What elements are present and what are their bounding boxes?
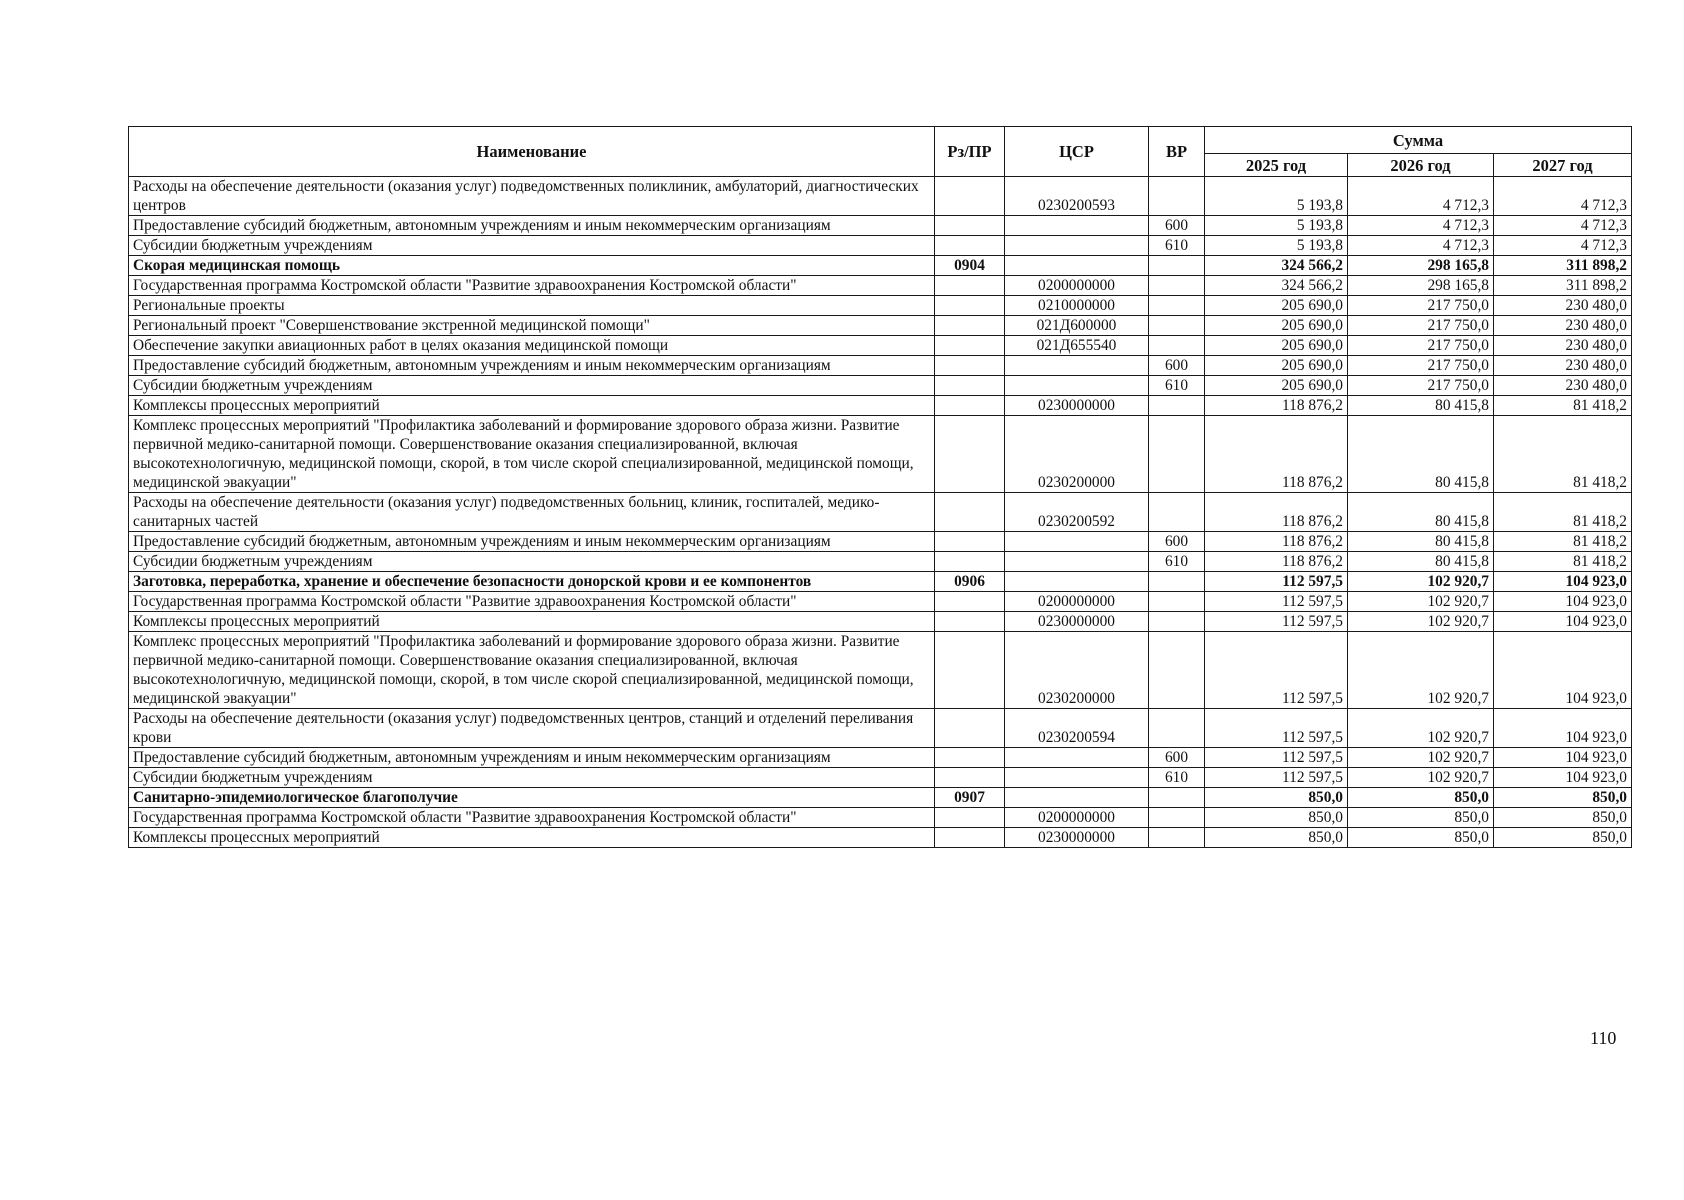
budget-table <box>128 126 1632 848</box>
table-row <box>129 296 1632 316</box>
row-rzpr-cell <box>935 376 1005 396</box>
row-rzpr-cell <box>935 316 1005 336</box>
table-row <box>129 236 1632 256</box>
row-csr-cell <box>1005 216 1149 236</box>
row-vr-cell <box>1149 396 1205 416</box>
table-row <box>129 788 1632 808</box>
row-rzpr-cell <box>935 632 1005 709</box>
row-rzpr-cell <box>935 612 1005 632</box>
row-csr-cell <box>1005 748 1149 768</box>
row-rzpr-cell <box>935 532 1005 552</box>
table-row <box>129 416 1632 493</box>
row-csr-cell <box>1005 768 1149 788</box>
row-2025-cell: 112 597,5 <box>1205 592 1348 612</box>
row-name-cell: Скорая медицинская помощь <box>129 256 935 276</box>
row-vr-cell: 600 <box>1149 748 1205 768</box>
row-csr-cell <box>1005 788 1149 808</box>
row-vr-cell: 610 <box>1149 552 1205 572</box>
row-rzpr-cell <box>935 396 1005 416</box>
table-row <box>129 632 1632 709</box>
row-name-cell: Государственная программа Костромской области "Развитие здравоохранения Костромской области" <box>129 276 935 296</box>
row-vr-cell <box>1149 336 1205 356</box>
row-2026-cell: 80 415,8 <box>1348 416 1494 493</box>
row-2026-cell: 4 712,3 <box>1348 177 1494 216</box>
row-vr-cell <box>1149 316 1205 336</box>
row-2027-cell: 850,0 <box>1494 828 1632 848</box>
row-csr-cell: 0210000000 <box>1005 296 1149 316</box>
row-2025-cell: 112 597,5 <box>1205 632 1348 709</box>
row-2025-cell: 5 193,8 <box>1205 216 1348 236</box>
row-2025-cell: 850,0 <box>1205 808 1348 828</box>
row-csr-cell: 0200000000 <box>1005 592 1149 612</box>
row-2026-cell: 102 920,7 <box>1348 572 1494 592</box>
row-csr-cell <box>1005 256 1149 276</box>
header-year-2025: 2025 год <box>1205 154 1348 177</box>
row-vr-cell <box>1149 177 1205 216</box>
row-2025-cell: 205 690,0 <box>1205 296 1348 316</box>
row-2026-cell: 80 415,8 <box>1348 493 1494 532</box>
row-name-cell: Субсидии бюджетным учреждениям <box>129 768 935 788</box>
row-2025-cell: 112 597,5 <box>1205 709 1348 748</box>
row-name-cell: Комплексы процессных мероприятий <box>129 396 935 416</box>
row-2026-cell: 850,0 <box>1348 788 1494 808</box>
row-name-cell: Государственная программа Костромской области "Развитие здравоохранения Костромской области" <box>129 592 935 612</box>
row-csr-cell: 0230200592 <box>1005 493 1149 532</box>
table-row <box>129 396 1632 416</box>
row-vr-cell <box>1149 828 1205 848</box>
row-2027-cell: 104 923,0 <box>1494 572 1632 592</box>
row-vr-cell <box>1149 612 1205 632</box>
row-2027-cell: 230 480,0 <box>1494 336 1632 356</box>
row-2027-cell: 81 418,2 <box>1494 552 1632 572</box>
row-vr-cell: 600 <box>1149 356 1205 376</box>
row-rzpr-cell: 0904 <box>935 256 1005 276</box>
row-2026-cell: 102 920,7 <box>1348 592 1494 612</box>
row-name-cell: Государственная программа Костромской области "Развитие здравоохранения Костромской области" <box>129 808 935 828</box>
row-2026-cell: 217 750,0 <box>1348 376 1494 396</box>
row-2027-cell: 230 480,0 <box>1494 356 1632 376</box>
row-2027-cell: 230 480,0 <box>1494 316 1632 336</box>
row-2025-cell: 118 876,2 <box>1205 416 1348 493</box>
row-vr-cell: 600 <box>1149 216 1205 236</box>
row-2025-cell: 118 876,2 <box>1205 493 1348 532</box>
row-rzpr-cell: 0907 <box>935 788 1005 808</box>
row-2026-cell: 102 920,7 <box>1348 632 1494 709</box>
row-2026-cell: 298 165,8 <box>1348 276 1494 296</box>
row-rzpr-cell <box>935 296 1005 316</box>
table-row <box>129 552 1632 572</box>
row-name-cell: Субсидии бюджетным учреждениям <box>129 552 935 572</box>
row-csr-cell: 0200000000 <box>1005 276 1149 296</box>
row-csr-cell: 0230200000 <box>1005 632 1149 709</box>
row-2026-cell: 850,0 <box>1348 808 1494 828</box>
row-2026-cell: 102 920,7 <box>1348 612 1494 632</box>
row-vr-cell: 600 <box>1149 532 1205 552</box>
table-row <box>129 356 1632 376</box>
row-name-cell: Субсидии бюджетным учреждениям <box>129 236 935 256</box>
table-row <box>129 336 1632 356</box>
row-vr-cell <box>1149 296 1205 316</box>
row-2027-cell: 4 712,3 <box>1494 216 1632 236</box>
row-vr-cell <box>1149 493 1205 532</box>
row-2025-cell: 112 597,5 <box>1205 612 1348 632</box>
row-2025-cell: 205 690,0 <box>1205 336 1348 356</box>
header-csr: ЦСР <box>1005 127 1149 177</box>
row-csr-cell: 0230200000 <box>1005 416 1149 493</box>
row-2025-cell: 324 566,2 <box>1205 256 1348 276</box>
row-2025-cell: 118 876,2 <box>1205 552 1348 572</box>
row-2025-cell: 850,0 <box>1205 788 1348 808</box>
table-row <box>129 592 1632 612</box>
row-2027-cell: 81 418,2 <box>1494 396 1632 416</box>
row-vr-cell <box>1149 788 1205 808</box>
row-name-cell: Расходы на обеспечение деятельности (оказания услуг) подведомственных центров, станций и отделений переливания крови <box>129 709 935 748</box>
row-vr-cell <box>1149 572 1205 592</box>
table-header <box>129 127 1632 177</box>
header-year-2027: 2027 год <box>1494 154 1632 177</box>
row-2026-cell: 102 920,7 <box>1348 748 1494 768</box>
row-csr-cell <box>1005 552 1149 572</box>
row-2026-cell: 217 750,0 <box>1348 336 1494 356</box>
row-2027-cell: 311 898,2 <box>1494 256 1632 276</box>
row-2027-cell: 311 898,2 <box>1494 276 1632 296</box>
row-name-cell: Региональные проекты <box>129 296 935 316</box>
row-2025-cell: 205 690,0 <box>1205 316 1348 336</box>
row-2026-cell: 4 712,3 <box>1348 216 1494 236</box>
row-2025-cell: 118 876,2 <box>1205 532 1348 552</box>
row-csr-cell: 021Д600000 <box>1005 316 1149 336</box>
row-name-cell: Обеспечение закупки авиационных работ в целях оказания медицинской помощи <box>129 336 935 356</box>
row-vr-cell <box>1149 632 1205 709</box>
row-vr-cell: 610 <box>1149 236 1205 256</box>
row-rzpr-cell <box>935 552 1005 572</box>
row-rzpr-cell <box>935 216 1005 236</box>
row-rzpr-cell <box>935 828 1005 848</box>
row-vr-cell <box>1149 256 1205 276</box>
table-row <box>129 748 1632 768</box>
row-2027-cell: 230 480,0 <box>1494 376 1632 396</box>
header-year-2026: 2026 год <box>1348 154 1494 177</box>
table-row <box>129 532 1632 552</box>
row-2027-cell: 81 418,2 <box>1494 532 1632 552</box>
row-2026-cell: 80 415,8 <box>1348 552 1494 572</box>
table-row <box>129 709 1632 748</box>
row-rzpr-cell <box>935 236 1005 256</box>
row-2027-cell: 850,0 <box>1494 808 1632 828</box>
row-2025-cell: 112 597,5 <box>1205 768 1348 788</box>
row-2026-cell: 102 920,7 <box>1348 768 1494 788</box>
row-2026-cell: 217 750,0 <box>1348 296 1494 316</box>
row-vr-cell: 610 <box>1149 376 1205 396</box>
row-csr-cell <box>1005 356 1149 376</box>
table-row <box>129 612 1632 632</box>
row-csr-cell <box>1005 236 1149 256</box>
row-2027-cell: 4 712,3 <box>1494 236 1632 256</box>
row-2026-cell: 217 750,0 <box>1348 316 1494 336</box>
row-2027-cell: 104 923,0 <box>1494 709 1632 748</box>
table-row <box>129 216 1632 236</box>
row-name-cell: Предоставление субсидий бюджетным, автономным учреждениям и иным некоммерческим организациям <box>129 532 935 552</box>
row-vr-cell <box>1149 416 1205 493</box>
row-2025-cell: 118 876,2 <box>1205 396 1348 416</box>
row-2026-cell: 298 165,8 <box>1348 256 1494 276</box>
row-2027-cell: 850,0 <box>1494 788 1632 808</box>
row-vr-cell: 610 <box>1149 768 1205 788</box>
row-name-cell: Санитарно-эпидемиологическое благополучие <box>129 788 935 808</box>
row-name-cell: Предоставление субсидий бюджетным, автономным учреждениям и иным некоммерческим организациям <box>129 216 935 236</box>
row-2025-cell: 112 597,5 <box>1205 748 1348 768</box>
row-csr-cell: 0230000000 <box>1005 612 1149 632</box>
row-vr-cell <box>1149 808 1205 828</box>
row-name-cell: Расходы на обеспечение деятельности (оказания услуг) подведомственных поликлиник, амбулаторий, диагностических центров <box>129 177 935 216</box>
header-sum: Сумма <box>1205 127 1632 154</box>
row-2025-cell: 205 690,0 <box>1205 356 1348 376</box>
row-name-cell: Комплекс процессных мероприятий "Профилактика заболеваний и формирование здорового образа жизни. Развитие первичной медико-санитарной помощи. Совершенствование оказания специализированной, включая высокотехнологичную, медицинской помощи, скорой, в том числе скорой специализированной, медицинской помощи, медицинской эвакуации" <box>129 416 935 493</box>
row-name-cell: Расходы на обеспечение деятельности (оказания услуг) подведомственных больниц, клиник, госпиталей, медико-санитарных частей <box>129 493 935 532</box>
table-row <box>129 828 1632 848</box>
row-2025-cell: 324 566,2 <box>1205 276 1348 296</box>
row-rzpr-cell <box>935 748 1005 768</box>
row-name-cell: Предоставление субсидий бюджетным, автономным учреждениям и иным некоммерческим организациям <box>129 356 935 376</box>
table-body <box>129 177 1632 848</box>
row-2025-cell: 5 193,8 <box>1205 236 1348 256</box>
row-csr-cell: 0230200593 <box>1005 177 1149 216</box>
row-2027-cell: 104 923,0 <box>1494 768 1632 788</box>
page-number: 110 <box>1590 1028 1617 1048</box>
header-rzpr: Рз/ПР <box>935 127 1005 177</box>
row-2027-cell: 104 923,0 <box>1494 748 1632 768</box>
row-2027-cell: 81 418,2 <box>1494 416 1632 493</box>
table-row <box>129 572 1632 592</box>
row-name-cell: Предоставление субсидий бюджетным, автономным учреждениям и иным некоммерческим организациям <box>129 748 935 768</box>
row-name-cell: Комплексы процессных мероприятий <box>129 828 935 848</box>
row-rzpr-cell <box>935 177 1005 216</box>
row-2027-cell: 104 923,0 <box>1494 592 1632 612</box>
header-name: Наименование <box>129 127 935 177</box>
row-2026-cell: 102 920,7 <box>1348 709 1494 748</box>
row-csr-cell: 0230200594 <box>1005 709 1149 748</box>
row-2026-cell: 217 750,0 <box>1348 356 1494 376</box>
row-2025-cell: 850,0 <box>1205 828 1348 848</box>
table-row <box>129 493 1632 532</box>
row-2027-cell: 104 923,0 <box>1494 612 1632 632</box>
row-name-cell: Комплекс процессных мероприятий "Профилактика заболеваний и формирование здорового образа жизни. Развитие первичной медико-санитарной помощи. Совершенствование оказания специализированной, включая высокотехнологичную, медицинской помощи, скорой, в том числе скорой специализированной, медицинской помощи, медицинской эвакуации" <box>129 632 935 709</box>
row-rzpr-cell <box>935 808 1005 828</box>
row-rzpr-cell: 0906 <box>935 572 1005 592</box>
row-name-cell: Региональный проект "Совершенствование экстренной медицинской помощи" <box>129 316 935 336</box>
row-csr-cell <box>1005 532 1149 552</box>
row-2027-cell: 81 418,2 <box>1494 493 1632 532</box>
header-vr: ВР <box>1149 127 1205 177</box>
row-vr-cell <box>1149 276 1205 296</box>
row-name-cell: Субсидии бюджетным учреждениям <box>129 376 935 396</box>
row-vr-cell <box>1149 592 1205 612</box>
row-rzpr-cell <box>935 493 1005 532</box>
row-csr-cell: 021Д655540 <box>1005 336 1149 356</box>
row-2025-cell: 5 193,8 <box>1205 177 1348 216</box>
row-rzpr-cell <box>935 356 1005 376</box>
row-2026-cell: 850,0 <box>1348 828 1494 848</box>
table-row <box>129 808 1632 828</box>
table-row <box>129 276 1632 296</box>
row-rzpr-cell <box>935 768 1005 788</box>
row-2026-cell: 4 712,3 <box>1348 236 1494 256</box>
row-csr-cell: 0230000000 <box>1005 396 1149 416</box>
row-2027-cell: 230 480,0 <box>1494 296 1632 316</box>
row-2027-cell: 104 923,0 <box>1494 632 1632 709</box>
row-vr-cell <box>1149 709 1205 748</box>
table-row <box>129 768 1632 788</box>
row-2025-cell: 205 690,0 <box>1205 376 1348 396</box>
row-rzpr-cell <box>935 336 1005 356</box>
row-csr-cell: 0230000000 <box>1005 828 1149 848</box>
row-csr-cell <box>1005 376 1149 396</box>
row-csr-cell: 0200000000 <box>1005 808 1149 828</box>
row-rzpr-cell <box>935 416 1005 493</box>
row-2027-cell: 4 712,3 <box>1494 177 1632 216</box>
row-name-cell: Заготовка, переработка, хранение и обеспечение безопасности донорской крови и ее компонентов <box>129 572 935 592</box>
row-2025-cell: 112 597,5 <box>1205 572 1348 592</box>
table-row <box>129 316 1632 336</box>
row-name-cell: Комплексы процессных мероприятий <box>129 612 935 632</box>
row-rzpr-cell <box>935 709 1005 748</box>
table-row <box>129 177 1632 216</box>
row-csr-cell <box>1005 572 1149 592</box>
row-2026-cell: 80 415,8 <box>1348 532 1494 552</box>
table-row <box>129 376 1632 396</box>
row-rzpr-cell <box>935 592 1005 612</box>
table-row <box>129 256 1632 276</box>
row-rzpr-cell <box>935 276 1005 296</box>
row-2026-cell: 80 415,8 <box>1348 396 1494 416</box>
